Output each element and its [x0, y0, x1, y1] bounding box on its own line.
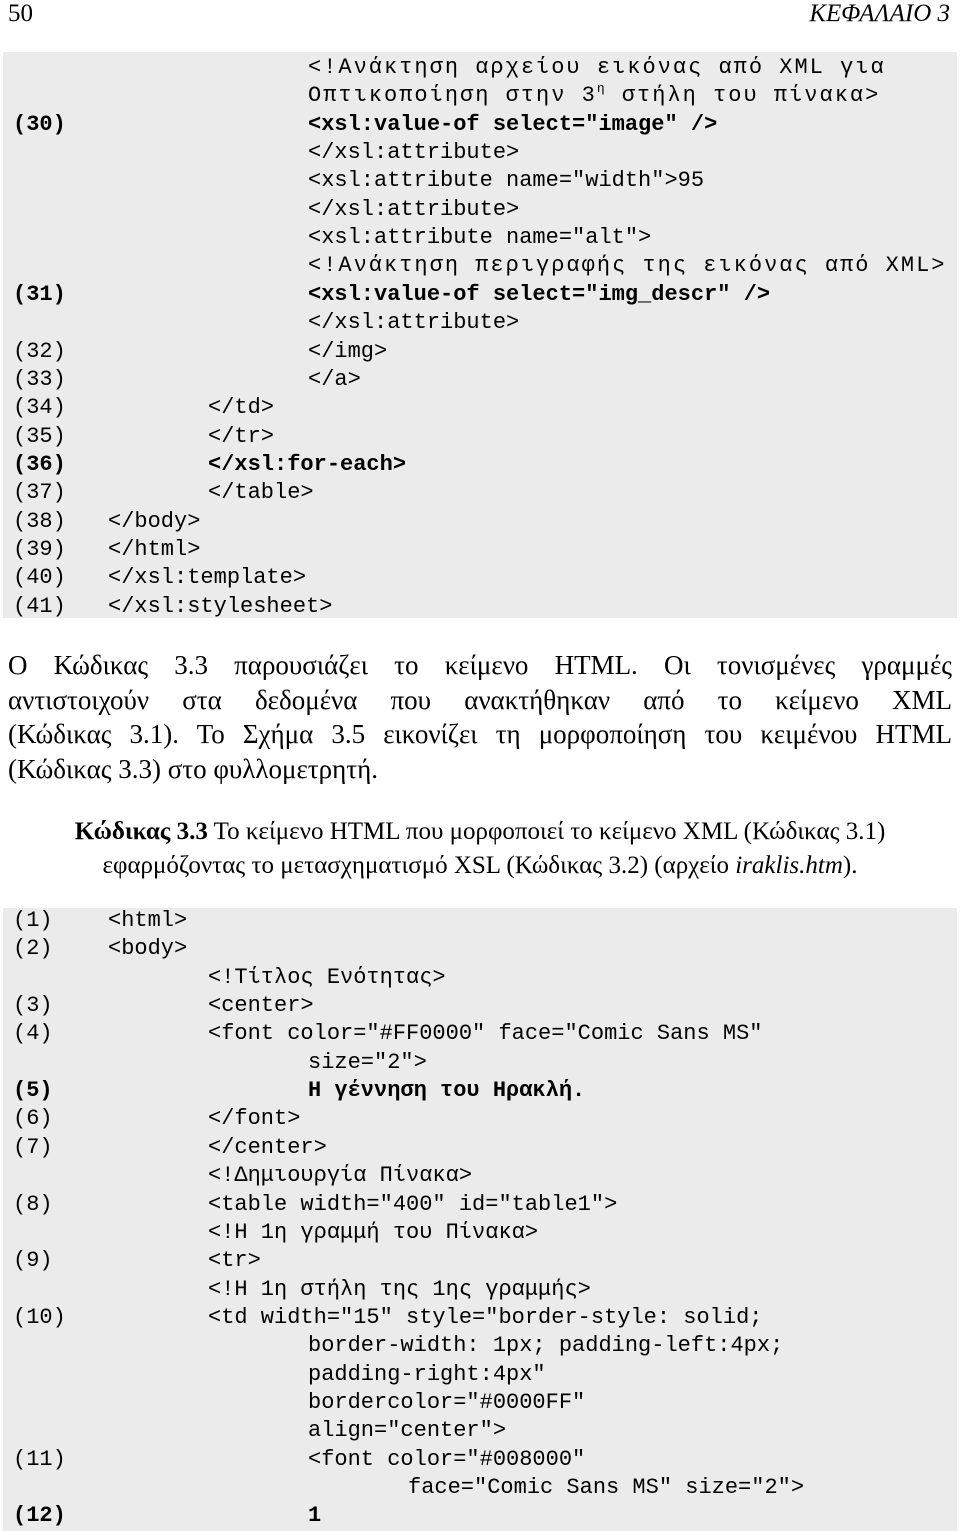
code-line [3, 1276, 957, 1304]
caption-text-2: εφαρμόζοντας το μετασχηματισμό XSL (Κώδικας 3.2) (αρχείο [102, 852, 736, 879]
caption-label: Κώδικας 3.3 [74, 818, 208, 845]
caption-line-2 [8, 849, 952, 883]
caption-text-3: ). [842, 852, 858, 879]
code-line [3, 1020, 957, 1048]
code-line [3, 1446, 957, 1474]
code-text: <xsl:attribute name="width">95 [308, 168, 705, 194]
code-line [3, 479, 957, 507]
code-line [3, 167, 957, 195]
code-text: </a> [308, 366, 361, 392]
code-line [3, 54, 957, 82]
code-text: <xsl:attribute name="alt"> [308, 225, 652, 251]
code-text: </table> [208, 480, 314, 506]
code-text: <!Ανάκτηση αρχείου εικόνας από XML για [308, 55, 886, 80]
code-line [3, 139, 957, 167]
code-line [3, 394, 957, 422]
chapter-title: ΚΕΦΑΛΑΙΟ 3 [809, 0, 950, 27]
code-line [3, 451, 957, 479]
code-line [3, 111, 957, 139]
line-number: (6) [13, 1106, 53, 1132]
code-text: face="Comic Sans MS" size="2"> [408, 1475, 805, 1500]
line-number: (35) [13, 423, 66, 449]
code-line [3, 564, 957, 592]
line-number: (7) [13, 1134, 53, 1160]
page-number: 50 [8, 0, 33, 27]
code-text: </body> [108, 508, 201, 534]
code-line [3, 593, 957, 621]
line-number: (4) [13, 1021, 53, 1047]
line-number: (30) [13, 111, 66, 137]
code-line [3, 1191, 957, 1219]
code-text: <!Τίτλος Ενότητας> [208, 964, 446, 990]
code-text: </tr> [208, 423, 275, 449]
code-text: </xsl:stylesheet> [108, 593, 333, 619]
code-line [3, 508, 957, 536]
code-line [3, 1105, 957, 1133]
line-number: (5) [13, 1078, 53, 1104]
code-line [3, 1049, 957, 1077]
code-line [3, 1389, 957, 1417]
line-number: (38) [13, 508, 66, 534]
code-text: </img> [308, 338, 388, 364]
code-text: padding-right:4px" [308, 1361, 546, 1387]
code-line [3, 1219, 957, 1247]
code-text: size="2"> [308, 1049, 427, 1075]
code-text: Η γέννηση του Ηρακλή. [308, 1078, 586, 1104]
code-line [3, 1417, 957, 1445]
code-text: Οπτικοποίηση στην $3^\eta$ στήλη του πίνακα> [308, 81, 881, 109]
code-line [3, 935, 957, 963]
code-text: </xsl:for-each> [208, 451, 407, 477]
code-text: <center> [208, 993, 314, 1019]
line-number: (33) [13, 366, 66, 392]
code-line [3, 1077, 957, 1105]
code-text: bordercolor="#0000FF" [308, 1389, 586, 1415]
code-text: <tr> [208, 1248, 261, 1274]
code-line [3, 964, 957, 992]
code-line [3, 1474, 957, 1502]
code-line [3, 423, 957, 451]
code-line [3, 309, 957, 337]
code-text: border-width: 1px; padding-left:4px; [308, 1333, 784, 1359]
caption-text-1: Το κείμενο HTML που μορφοποιεί το κείμενο XML (Κώδικας 3.1) [207, 818, 886, 845]
code-line [3, 1162, 957, 1190]
body-paragraph [8, 648, 952, 786]
code-text: align="center"> [308, 1418, 507, 1444]
code-text: </xsl:attribute> [308, 310, 520, 336]
code-text: <font color="#FF0000" face="Comic Sans MS" [208, 1021, 763, 1047]
code-text: </xsl:attribute> [308, 140, 520, 166]
code-text: 1 [308, 1503, 322, 1529]
line-number: (32) [13, 338, 66, 364]
line-number: (37) [13, 480, 66, 506]
code-line [3, 338, 957, 366]
code-line [3, 907, 957, 935]
paragraph-line: αντιστοιχούν στα δεδομένα που ανακτήθηκαν από το κείμενο XML [8, 684, 952, 715]
paragraph-line: (Κώδικας 3.3) στο φυλλομετρητή. [8, 753, 378, 784]
line-number: (10) [13, 1304, 66, 1330]
code-line [3, 1247, 957, 1275]
code-text: <xsl:value-of select="img_descr" /> [308, 281, 771, 307]
code-line [3, 1134, 957, 1162]
code-line [3, 196, 957, 224]
code-line [3, 252, 957, 280]
code-text: <font color="#008000" [308, 1446, 586, 1472]
code-text: <body> [108, 936, 188, 962]
code-text: </font> [208, 1106, 301, 1132]
code-text: </xsl:template> [108, 565, 307, 591]
code-text: </center> [208, 1134, 327, 1160]
code-line [3, 1332, 957, 1360]
caption-line-1 [8, 815, 952, 849]
code-line [3, 992, 957, 1020]
line-number: (8) [13, 1191, 53, 1217]
code-text: </td> [208, 395, 275, 421]
line-number: (36) [13, 451, 66, 477]
code-text: <xsl:value-of select="image" /> [308, 111, 718, 137]
line-number: (2) [13, 936, 53, 962]
code-text: <!Δημιουργία Πίνακα> [208, 1163, 473, 1189]
code-listing-xsl-continued [3, 52, 957, 618]
code-caption [8, 815, 952, 883]
code-line [3, 82, 957, 110]
line-number: (39) [13, 536, 66, 562]
code-text: </xsl:attribute> [308, 196, 520, 222]
code-text: <td width="15" style="border-style: solid; [208, 1304, 763, 1330]
line-number: (31) [13, 281, 66, 307]
line-number: (9) [13, 1248, 53, 1274]
paragraph-line: Ο Κώδικας 3.3 παρουσιάζει το κείμενο HTML. Οι τονισμένες γραμμές [8, 650, 952, 680]
code-text: <table width="400" id="table1"> [208, 1191, 618, 1217]
line-number: (11) [13, 1446, 66, 1472]
caption-filename: iraklis.htm [735, 852, 843, 879]
code-line [3, 366, 957, 394]
code-line [3, 1502, 957, 1530]
line-number: (34) [13, 395, 66, 421]
code-text: <html> [108, 908, 188, 933]
code-line [3, 1361, 957, 1389]
code-line [3, 1304, 957, 1332]
line-number: (12) [13, 1503, 66, 1529]
code-text: <!Η 1η γραμμή του Πίνακα> [208, 1219, 539, 1245]
code-text: <!Ανάκτηση περιγραφής της εικόνας από XML> [308, 253, 947, 279]
code-line [3, 536, 957, 564]
code-text: <!Η 1η στήλη της 1ης γραμμής> [208, 1276, 591, 1302]
line-number: (3) [13, 993, 53, 1019]
paragraph-line: (Κώδικας 3.1). Το Σχήμα 3.5 εικονίζει τη μορφοποίηση του κειμένου HTML [8, 719, 952, 749]
code-text: </html> [108, 536, 201, 562]
line-number: (40) [13, 565, 66, 591]
code-line [3, 281, 957, 309]
line-number: (1) [13, 908, 53, 933]
line-number: (41) [13, 593, 66, 619]
code-listing-html [3, 908, 957, 1531]
code-line [3, 224, 957, 252]
